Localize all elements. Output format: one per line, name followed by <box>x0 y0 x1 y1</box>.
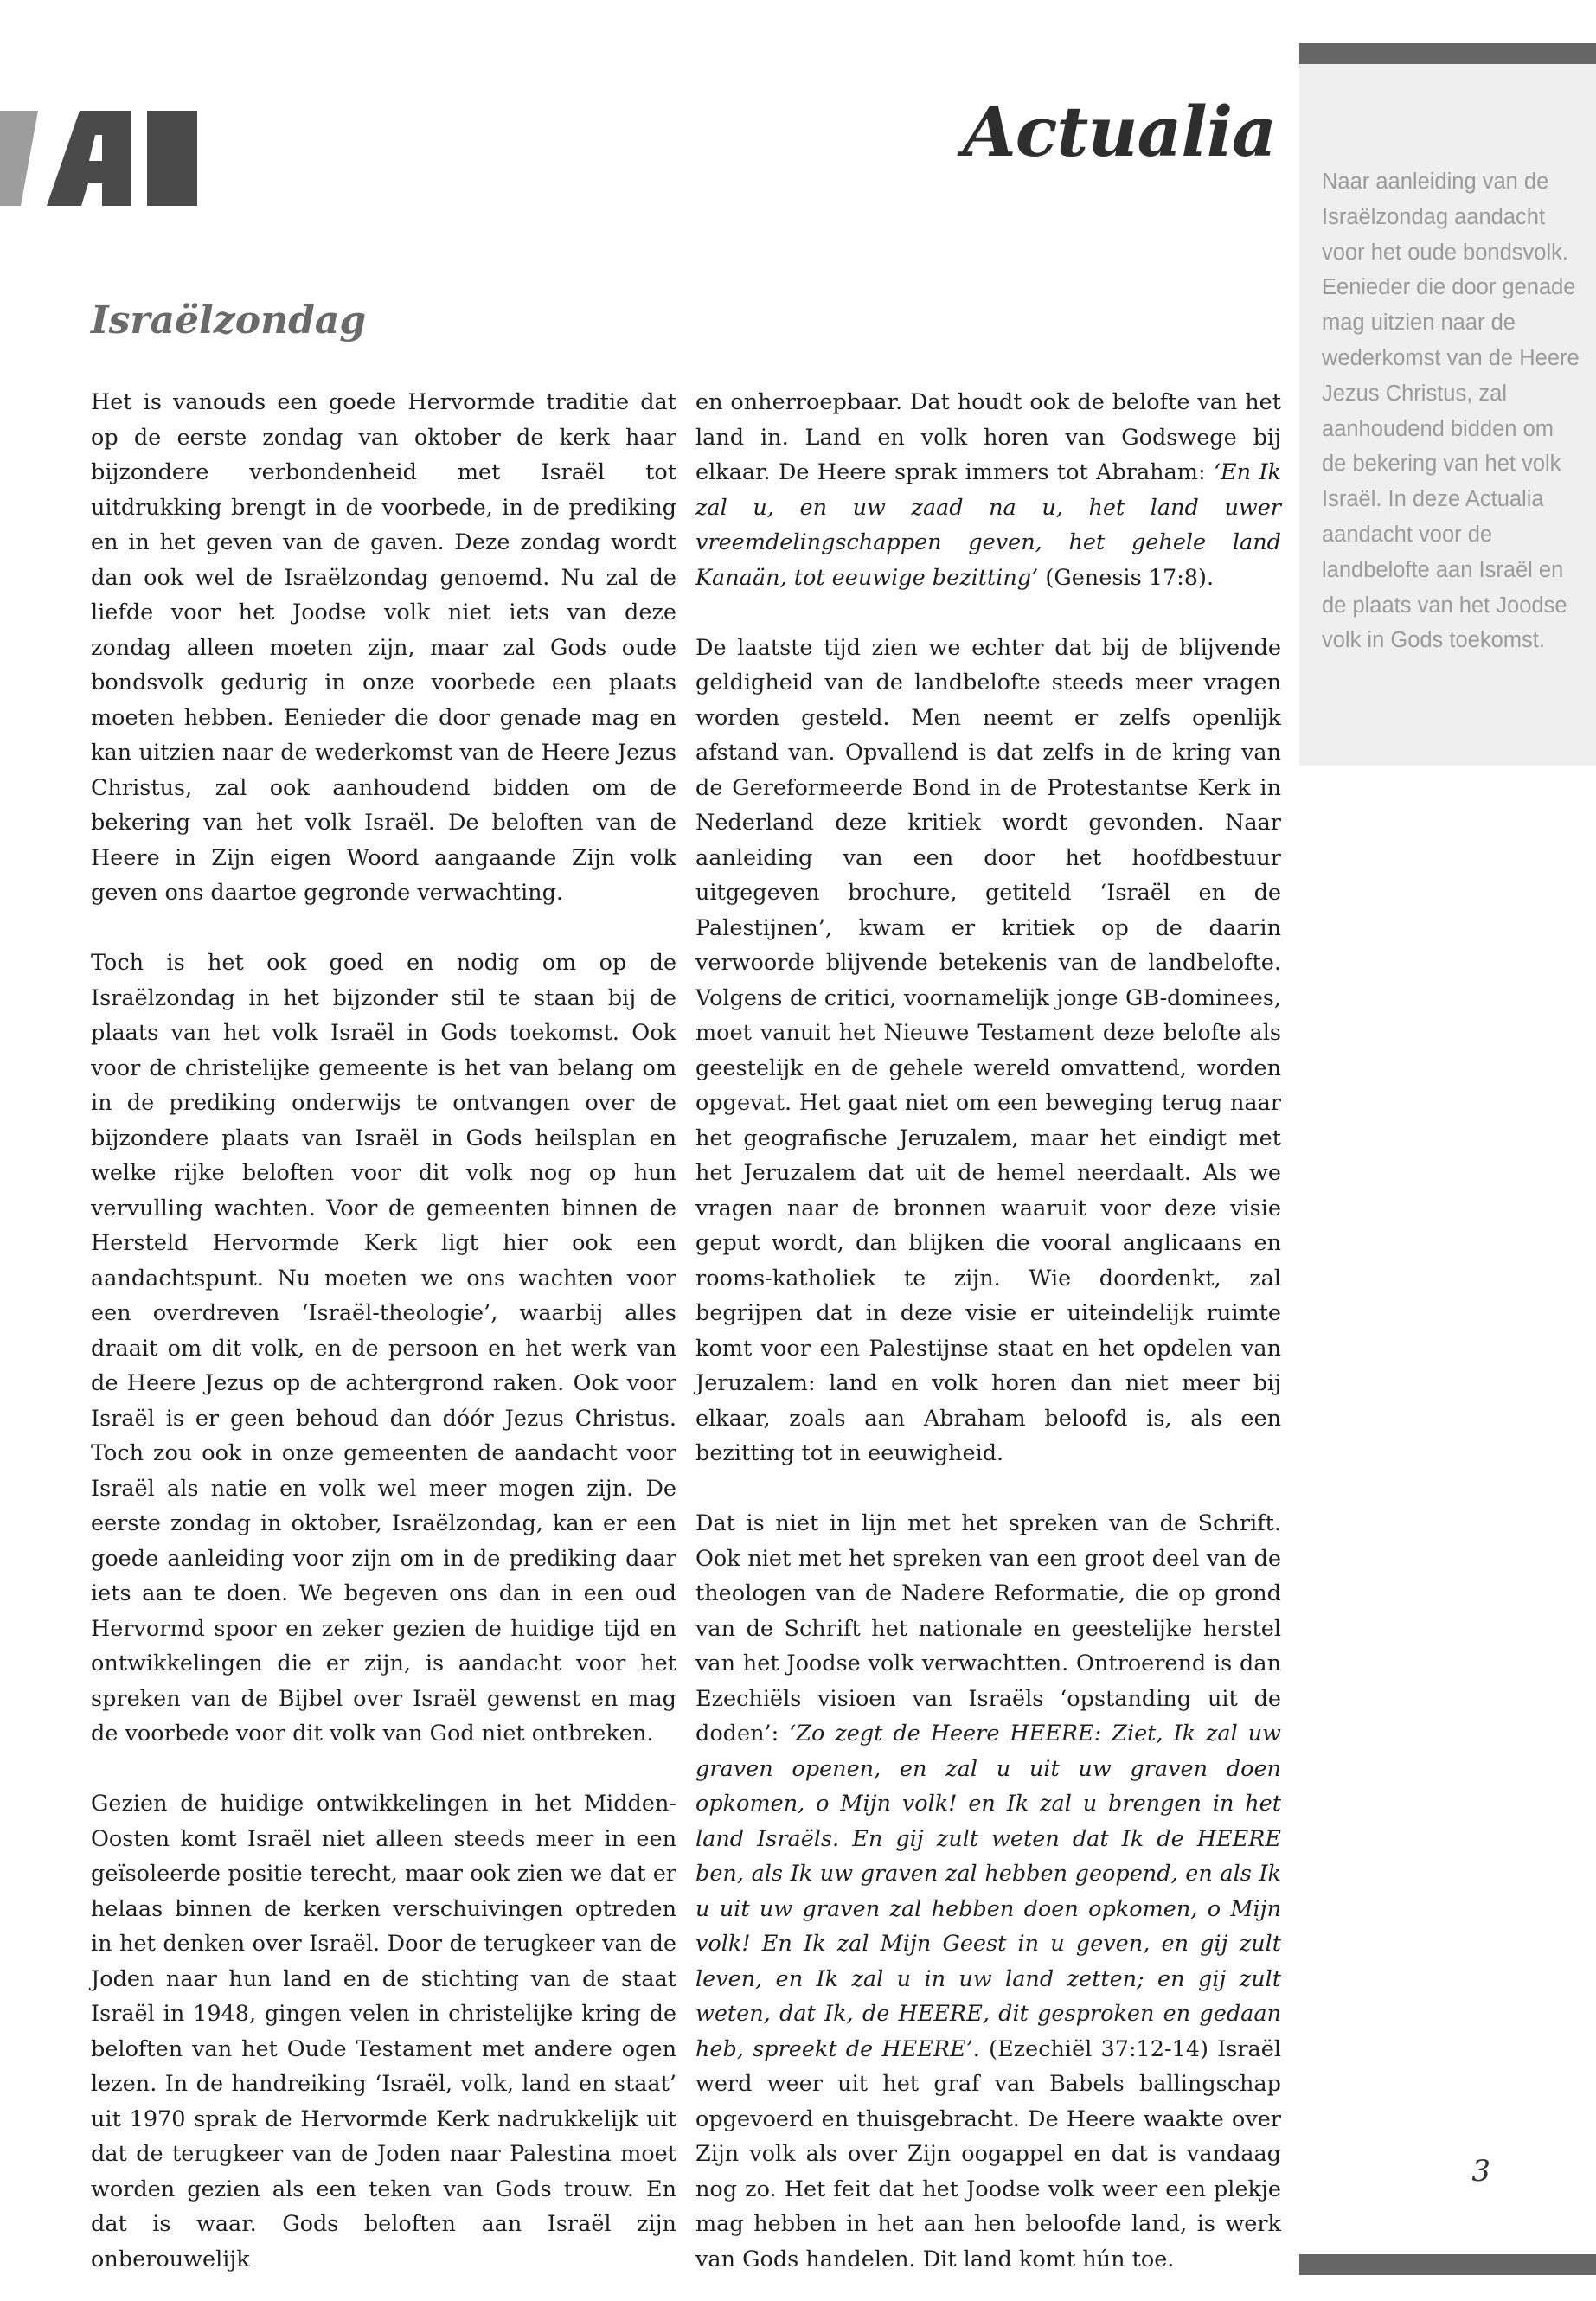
footer-bar <box>1299 2254 1596 2275</box>
sidebar-text: Naar aanleiding van de Israëlzondag aandacht voor het oude bondsvolk. Eenieder die door genade mag uitzien naar de wederkomst van de Heere Jezus Christus, zal aanhoudend bidden om de bekering van het volk Israël. In deze Actualia aandacht voor de landbelofte aan Israël en de plaats van het Joodse volk in Gods toekomst. <box>1322 170 1580 653</box>
article-paragraph <box>695 1506 1281 2277</box>
sidebar-intro <box>1299 43 1596 766</box>
actualia-logo <box>0 111 201 206</box>
article-title: Israëlzondag <box>91 298 367 343</box>
logo-band <box>0 111 38 206</box>
scripture-reference: (Genesis 17:8). <box>1038 564 1215 591</box>
page-number: 3 <box>1471 2154 1490 2189</box>
scripture-quote: ‘En Ik zal u, en uw zaad na u, het land uwer vreemdelingschappen geven, het gehele land Kanaän, tot eeuwige bezitting’ <box>695 459 1281 591</box>
article-paragraph: Het is vanouds een goede Hervormde traditie dat op de eerste zondag van oktober de kerk haar bijzondere verbondenheid met Israël tot uitdrukking brengt in de voorbede, in de prediking en in het geven van de gaven. Deze zondag wordt dan ook wel de Israëlzondag genoemd. Nu zal de liefde voor het Joodse volk niet iets van deze zondag alleen moeten zijn, maar zal Gods oude bondsvolk gedurig in onze voorbede een plaats moeten hebben. Eenieder die door genade mag en kan uitzien naar de wederkomst van de Heere Jezus Christus, zal ook aanhoudend bidden om de bekering van het volk Israël. De beloften van de Heere in Zijn eigen Woord aangaande Zijn volk geven ons daartoe gegronde verwachting. <box>91 389 676 906</box>
article-column-right <box>695 385 1281 2277</box>
paragraph-text: Dat is niet in lijn met het spreken van de Schrift. Ook niet met het spreken van een groot deel van de theologen van de Nadere Reformatie, die op grond van de Schrift het nationale en geestelijke herstel van het Joodse volk verwachtten. Ontroerend is dan Ezechiëls visioen van Israëls ‘opstanding uit de doden’: <box>695 1510 1281 1747</box>
article-column-left <box>91 385 676 2277</box>
section-title: Actualia <box>962 91 1276 172</box>
article-paragraph <box>695 385 1281 595</box>
article-paragraph: Toch is het ook goed en nodig om op de Israëlzondag in het bijzonder stil te staan bij de plaats van het volk Israël in Gods toekomst. Ook voor de christelijke gemeente is het van belang om in de prediking onderwijs te ontvangen over de bijzondere plaats van Israël in Gods heilsplan en welke rijke beloften voor dit volk nog op hun vervulling wachten. Voor de gemeenten binnen de Hersteld Hervormde Kerk ligt hier ook een aandachtspunt. Nu moeten we ons wachten voor een overdreven ‘Israël-theologie’, waarbij alles draait om dit volk, en de persoon en het werk van de Heere Jezus op de achtergrond raken. Ook voor Israël is er geen behoud dan dóór Jezus Christus. Toch zou ook in onze gemeenten de aandacht voor Israël als natie en volk wel meer mogen zijn. De eerste zondag in oktober, Israëlzondag, kan er een goede aanleiding voor zijn om in de prediking daar iets aan te doen. We begeven ons dan in een oud Hervormd spoor en zeker gezien de huidige tijd en ontwikkelingen die er zijn, is aandacht voor het spreken van de Bijbel over Israël gewenst en mag de voorbede voor dit volk van God niet ontbreken. <box>91 950 676 1747</box>
logo-letter-a <box>47 111 131 206</box>
paragraph-text: (Ezechiël 37:12-14) Israël werd weer uit het graf van Babels ballingschap opgevoerd en thuisgebracht. De Heere waakte over Zijn volk als over Zijn oogappel en dat is vandaag nog zo. Het feit dat het Joodse volk weer een plekje mag hebben in het aan hen beloofde land, is werk van Gods handelen. Dit land komt hún toe. <box>695 2035 1281 2272</box>
paragraph-text: en onherroepbaar. Dat houdt ook de belofte van het land in. Land en volk horen van Godswege bij elkaar. De Heere sprak immers tot Abraham: <box>695 389 1281 485</box>
scripture-quote: ‘Zo zegt de Heere HEERE: Ziet, Ik zal uw graven openen, en zal u uit uw graven doen opkomen, o Mijn volk! en Ik zal u brengen in het land Israëls. En gij zult weten dat Ik de HEERE ben, als Ik uw graven zal hebben geopend, en als Ik u uit uw graven zal hebben doen opkomen, o Mijn volk! En Ik zal Mijn Geest in u geven, en gij zult leven, en Ik zal u in uw land zetten; en gij zult weten, dat Ik, de HEERE, dit gesproken en gedaan heb, spreekt de HEERE’. <box>695 1721 1281 2062</box>
logo-bar <box>147 111 197 206</box>
article-paragraph: De laatste tijd zien we echter dat bij de blijvende geldigheid van de landbelofte steeds meer vragen worden gesteld. Men neemt er zelfs openlijk afstand van. Opvallend is dat zelfs in de kring van de Gereformeerde Bond in de Protestantse Kerk in Nederland deze kritiek wordt gevonden. Naar aanleiding van een door het hoofdbestuur uitgegeven brochure, getiteld ‘Israël en de Palestijnen’, kwam er kritiek op de daarin verwoorde blijvende betekenis van de landbelofte. Volgens de critici, voornamelijk jonge GB-dominees, moet vanuit het Nieuwe Testament deze belofte als geestelijk en de gehele wereld omvattend, worden opgevat. Het gaat niet om een beweging terug naar het geografische Jeruzalem, maar het eindigt met het Jeruzalem dat uit de hemel neerdaalt. Als we vragen naar de bronnen waaruit voor deze visie geput wordt, dan blijken die vooral anglicaans en rooms-katholiek te zijn. Wie doordenkt, zal begrijpen dat in deze visie er uiteindelijk ruimte komt voor een Palestijnse staat en het opdelen van Jeruzalem: land en volk horen dan niet meer bij elkaar, zoals aan Abraham beloofd is, als een bezitting tot in eeuwigheid. <box>695 634 1281 1466</box>
article-paragraph: Gezien de huidige ontwikkelingen in het Midden-Oosten komt Israël niet alleen steeds meer in een geïsoleerde positie terecht, maar ook zien we dat er helaas binnen de kerken verschuivingen optreden in het denken over Israël. Door de terugkeer van de Joden naar hun land en de stichting van de staat Israël in 1948, gingen velen in christelijke kring de beloften van het Oude Testament met andere ogen lezen. In de handreiking ‘Israël, volk, land en staat’ uit 1970 sprak de Hervormde Kerk nadrukkelijk uit dat de terugkeer van de Joden naar Palestina moet worden gezien als een teken van Gods trouw. En dat is waar. Gods beloften aan Israël zijn onberouwelijk <box>91 1791 676 2272</box>
